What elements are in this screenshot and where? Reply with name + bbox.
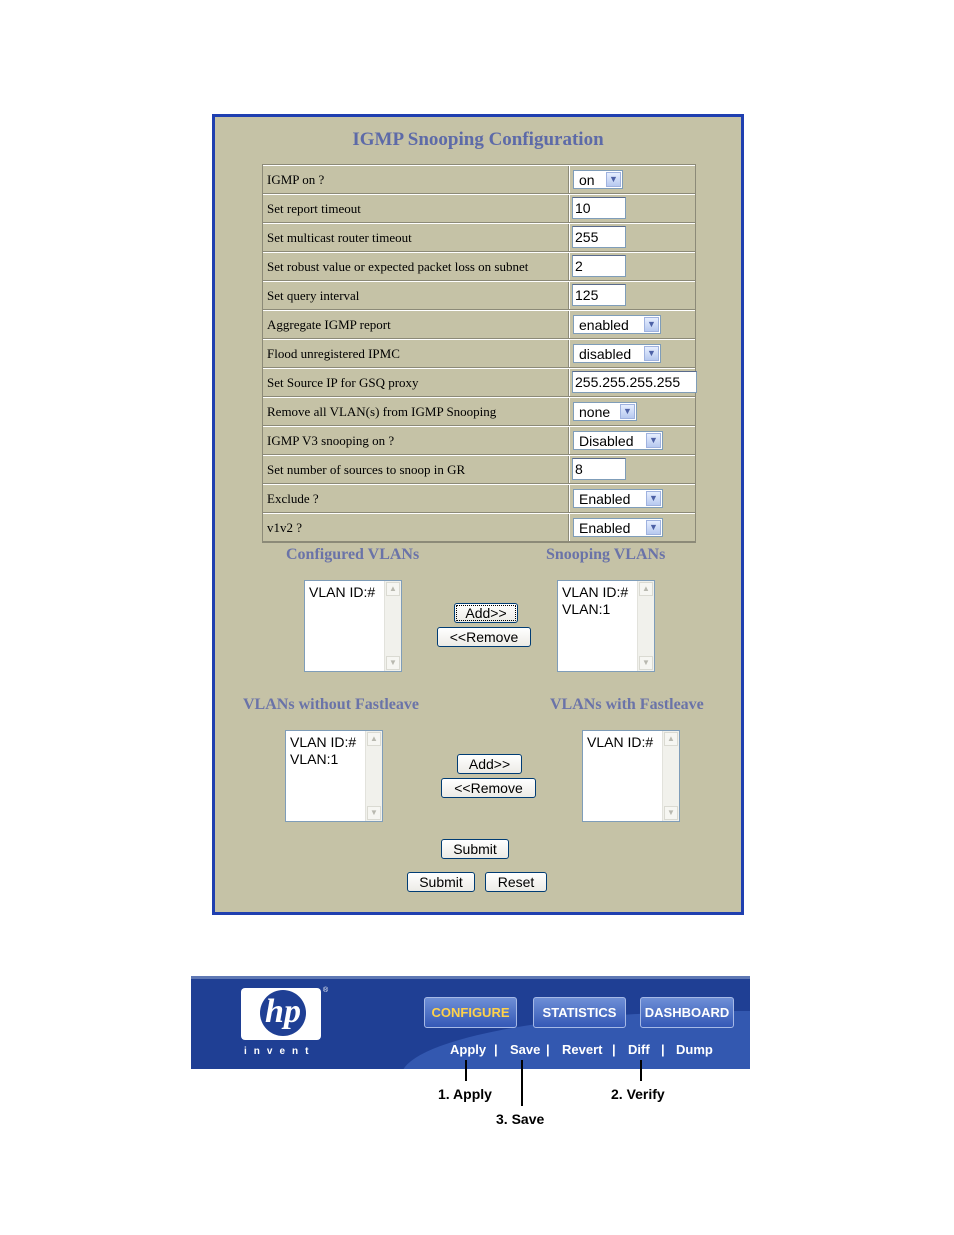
chevron-down-icon[interactable]: ▼ <box>664 806 678 820</box>
save-callout-line <box>521 1060 523 1106</box>
add-snooping-button[interactable]: Add>> <box>454 603 518 623</box>
list-item[interactable]: VLAN ID:# <box>587 734 654 750</box>
reset-button[interactable]: Reset <box>485 872 547 892</box>
chevron-down-icon: ▼ <box>646 491 661 506</box>
scrollbar[interactable] <box>637 581 654 671</box>
submit-button[interactable]: Submit <box>407 872 475 892</box>
vlans-with-fastleave-list[interactable] <box>582 730 680 822</box>
save-callout: 3. Save <box>496 1111 545 1127</box>
robust-value-input[interactable]: 2 <box>572 255 626 277</box>
aggregate-report-select[interactable]: enabled ▼ <box>573 315 661 334</box>
router-timeout-input[interactable]: 255 <box>572 226 626 248</box>
query-interval-input[interactable]: 125 <box>572 284 626 306</box>
diff-link[interactable]: Diff <box>628 1042 650 1057</box>
link-separator: | <box>612 1042 616 1057</box>
row-aggregate-report <box>263 310 695 339</box>
vlans-without-fastleave-heading: VLANs without Fastleave <box>243 696 419 713</box>
chevron-down-icon[interactable]: ▼ <box>386 656 400 670</box>
snooping-vlans-list[interactable] <box>557 580 655 672</box>
chevron-up-icon[interactable]: ▲ <box>367 732 381 746</box>
row-label: IGMP V3 snooping on ? <box>263 427 569 454</box>
configured-vlans-heading: Configured VLANs <box>286 546 420 563</box>
apply-callout-line <box>465 1060 467 1081</box>
row-report-timeout <box>263 194 695 223</box>
hp-logo-mark: hp <box>260 990 306 1036</box>
remove-vlans-select[interactable]: none ▼ <box>573 402 637 421</box>
remove-fastleave-button[interactable]: <<Remove <box>441 778 536 798</box>
row-flood-ipmc <box>263 339 695 368</box>
link-separator: | <box>546 1042 550 1057</box>
config-table <box>262 164 696 543</box>
chevron-down-icon: ▼ <box>620 404 635 419</box>
remove-snooping-button[interactable]: <<Remove <box>437 627 531 647</box>
row-label: Set multicast router timeout <box>263 224 569 251</box>
scrollbar[interactable] <box>384 581 401 671</box>
verify-callout-line <box>640 1060 642 1081</box>
list-item[interactable]: VLAN:1 <box>562 601 611 617</box>
row-router-timeout <box>263 223 695 252</box>
save-link[interactable]: Save <box>510 1042 541 1057</box>
invent-tagline: invent <box>244 1046 316 1057</box>
hp-nav-bar <box>191 976 750 1069</box>
vlans-without-fastleave-list[interactable] <box>285 730 383 822</box>
list-item[interactable]: VLAN:1 <box>290 751 339 767</box>
igmp-config-panel <box>212 114 744 915</box>
row-exclude <box>263 484 695 513</box>
chevron-down-icon[interactable]: ▼ <box>367 806 381 820</box>
chevron-down-icon: ▼ <box>646 433 661 448</box>
v1v2-select[interactable]: Enabled ▼ <box>573 518 663 537</box>
row-label: Set number of sources to snoop in GR <box>263 456 569 483</box>
snooping-vlans-heading: Snooping VLANs <box>546 546 666 563</box>
chevron-down-icon: ▼ <box>644 346 659 361</box>
row-label: Set report timeout <box>263 195 569 222</box>
exclude-select[interactable]: Enabled ▼ <box>573 489 663 508</box>
v3-snooping-select[interactable]: Disabled ▼ <box>573 431 663 450</box>
row-v3-snooping <box>263 426 695 455</box>
row-label: Exclude ? <box>263 485 569 512</box>
row-label: IGMP on ? <box>263 166 569 193</box>
row-label: Aggregate IGMP report <box>263 311 569 338</box>
chevron-down-icon: ▼ <box>646 520 661 535</box>
row-label: v1v2 ? <box>263 514 569 541</box>
row-label: Set Source IP for GSQ proxy <box>263 369 569 396</box>
add-fastleave-button[interactable]: Add>> <box>457 754 522 774</box>
igmp-on-select[interactable]: on ▼ <box>573 170 623 189</box>
sources-gr-input[interactable]: 8 <box>572 458 626 480</box>
row-label: Flood unregistered IPMC <box>263 340 569 367</box>
tab-configure[interactable]: CONFIGURE <box>424 997 517 1028</box>
tab-statistics[interactable]: STATISTICS <box>533 997 626 1028</box>
row-remove-vlans <box>263 397 695 426</box>
configured-vlans-list[interactable] <box>304 580 402 672</box>
row-v1v2 <box>263 513 695 542</box>
registered-icon: ® <box>323 987 329 994</box>
scrollbar[interactable] <box>365 731 382 821</box>
report-timeout-input[interactable]: 10 <box>572 197 626 219</box>
chevron-down-icon: ▼ <box>606 172 621 187</box>
tab-dashboard[interactable]: DASHBOARD <box>640 997 734 1028</box>
hp-logo <box>241 988 321 1040</box>
submit-fastleave-button[interactable]: Submit <box>441 839 509 859</box>
link-separator: | <box>494 1042 498 1057</box>
scrollbar[interactable] <box>662 731 679 821</box>
list-item[interactable]: VLAN ID:# <box>309 584 376 600</box>
apply-callout: 1. Apply <box>438 1086 492 1102</box>
chevron-up-icon[interactable]: ▲ <box>639 582 653 596</box>
vlans-with-fastleave-heading: VLANs with Fastleave <box>550 696 704 713</box>
row-label: Set query interval <box>263 282 569 309</box>
row-sources-gr <box>263 455 695 484</box>
verify-callout: 2. Verify <box>611 1086 665 1102</box>
row-robust-value <box>263 252 695 281</box>
dump-link[interactable]: Dump <box>676 1042 713 1057</box>
chevron-up-icon[interactable]: ▲ <box>664 732 678 746</box>
chevron-down-icon[interactable]: ▼ <box>639 656 653 670</box>
row-query-interval <box>263 281 695 310</box>
row-source-ip <box>263 368 695 397</box>
panel-title: IGMP Snooping Configuration <box>352 129 604 150</box>
chevron-up-icon[interactable]: ▲ <box>386 582 400 596</box>
source-ip-input[interactable]: 255.255.255.255 <box>572 371 697 393</box>
list-item[interactable]: VLAN ID:# <box>562 584 629 600</box>
apply-link[interactable]: Apply <box>450 1042 487 1057</box>
link-separator: | <box>661 1042 665 1057</box>
row-label: Remove all VLAN(s) from IGMP Snooping <box>263 398 569 425</box>
revert-link[interactable]: Revert <box>562 1042 603 1057</box>
flood-ipmc-select[interactable]: disabled ▼ <box>573 344 661 363</box>
chevron-down-icon: ▼ <box>644 317 659 332</box>
row-igmp-on <box>263 165 695 194</box>
list-item[interactable]: VLAN ID:# <box>290 734 357 750</box>
row-label: Set robust value or expected packet loss on subnet <box>263 253 569 280</box>
